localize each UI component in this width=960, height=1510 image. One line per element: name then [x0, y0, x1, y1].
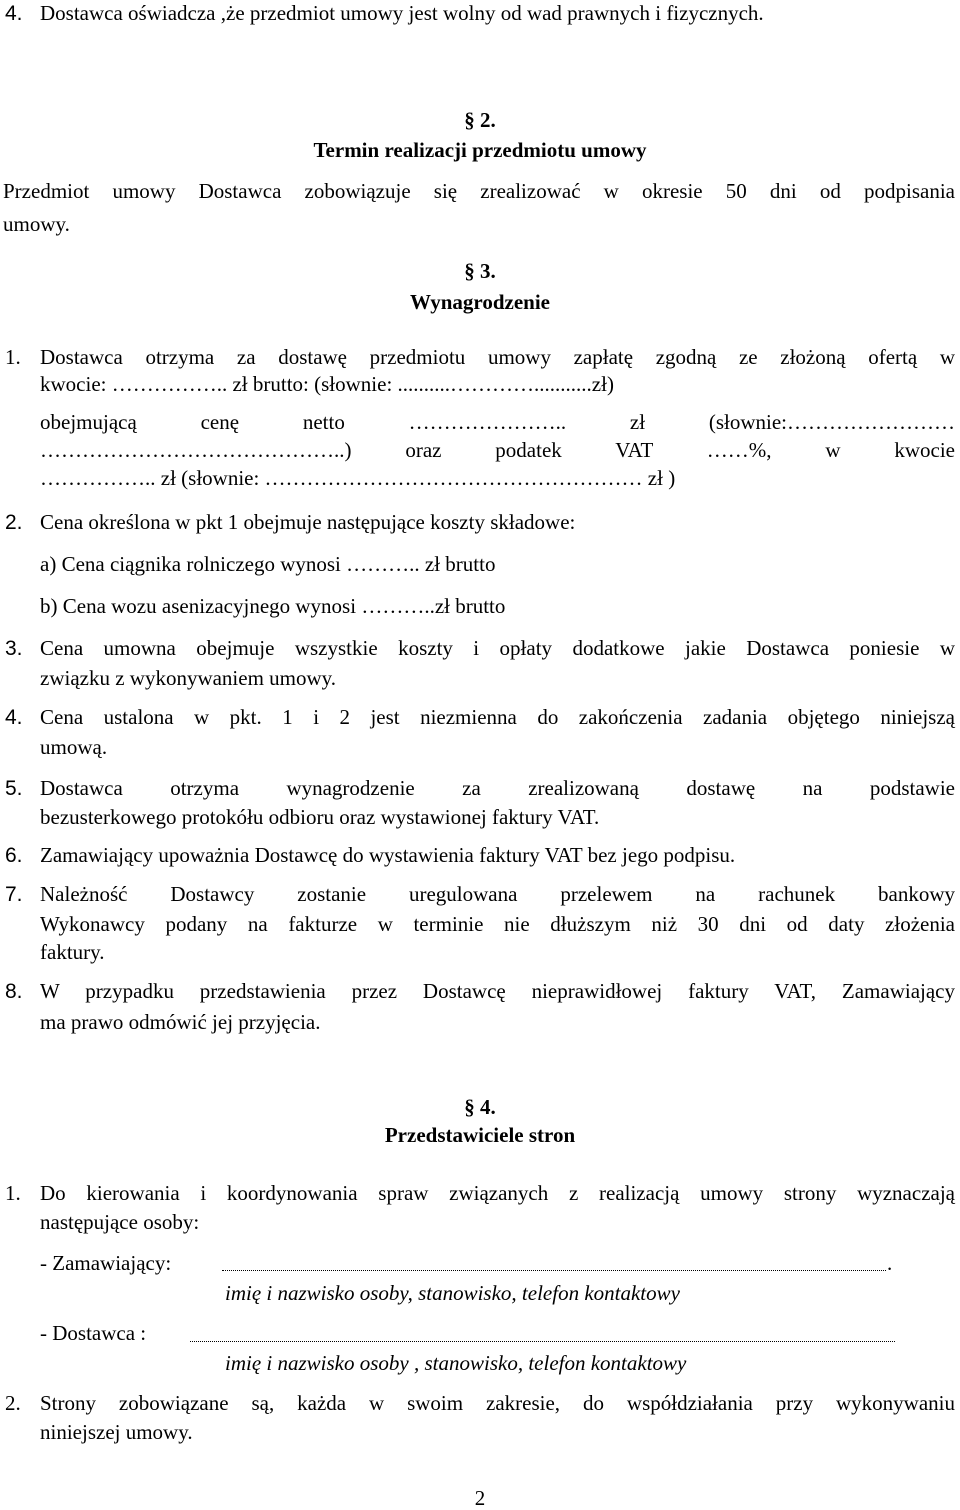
- item-5-line-2: bezusterkowego protokółu odbioru oraz wystawionej faktury VAT.: [40, 805, 600, 829]
- page-number: 2: [474, 1486, 486, 1510]
- dostawca-caption: imię i nazwisko osoby , stanowisko, telefon kontaktowy: [225, 1351, 687, 1375]
- section-2-title: Termin realizacji przedmiotu umowy: [313, 138, 647, 162]
- zamawiajacy-caption: imię i nazwisko osoby, stanowisko, telefon kontaktowy: [225, 1281, 680, 1305]
- item-number: 7.: [5, 883, 23, 906]
- item-6-text: Zamawiający upoważnia Dostawcę do wystawienia faktury VAT bez jego podpisu.: [40, 843, 736, 867]
- section-4-marker: § 4.: [464, 1095, 496, 1119]
- cost-tank-trailer: b) Cena wozu asenizacyjnego wynosi ………..zł brutto: [40, 594, 506, 618]
- item-8-line-2: ma prawo odmówić jej przyjęcia.: [40, 1010, 321, 1034]
- section-4-title: Przedstawiciele stron: [384, 1123, 576, 1147]
- payment-line-2: kwocie: …………….. zł brutto: (słownie: ..........…………...........zł): [40, 372, 614, 396]
- item-3-line-2: związku z wykonywaniem umowy.: [40, 666, 337, 690]
- cooperation-line-1: Strony zobowiązane są, każda w swoim zakresie, do współdziałania przy wykonywaniu: [40, 1391, 955, 1415]
- cooperation-line-2: niniejszej umowy.: [40, 1420, 193, 1444]
- representatives-line-1: Do kierowania i koordynowania spraw związanych z realizacją umowy strony wyznaczają: [40, 1181, 955, 1205]
- item-number: 2.: [5, 511, 23, 534]
- payment-line-5: …………….. zł (słownie: ……………………………………………… zł ): [40, 466, 676, 490]
- item-number: 5.: [5, 777, 23, 800]
- zamawiajacy-end-mark: .: [887, 1251, 893, 1275]
- item-number: 8.: [5, 980, 23, 1003]
- item-number: 1.: [5, 1181, 21, 1205]
- payment-line-1: Dostawca otrzyma za dostawę przedmiotu umowy zapłatę zgodną ze złożoną ofertą w: [40, 345, 955, 369]
- section-2-marker: § 2.: [464, 108, 496, 132]
- item-3-line-1: Cena umowna obejmuje wszystkie koszty i opłaty dodatkowe jakie Dostawca poniesie w: [40, 636, 955, 660]
- cost-components-intro: Cena określona w pkt 1 obejmuje następujące koszty składowe:: [40, 510, 576, 534]
- dostawca-label: - Dostawca :: [40, 1321, 147, 1345]
- section-2-line-2: umowy.: [3, 212, 70, 236]
- item-number: 4.: [5, 2, 23, 25]
- section-3-marker: § 3.: [464, 259, 496, 283]
- item-7-line-2: Wykonawcy podany na fakturze w terminie nie dłuższym niż 30 dni od daty złożenia: [40, 912, 955, 936]
- item-4-line-2: umową.: [40, 735, 108, 759]
- payment-line-3: obejmującą cenę netto ………………….. zł (słownie:……………………: [40, 410, 955, 434]
- section-2-line-1: Przedmiot umowy Dostawca zobowiązuje się zrealizować w okresie 50 dni od podpisania: [3, 179, 955, 203]
- item-number: 2.: [5, 1391, 21, 1415]
- item-number: 6.: [5, 844, 23, 867]
- section-3-title: Wynagrodzenie: [410, 290, 550, 314]
- item-number: 4.: [5, 706, 23, 729]
- item-7-line-1: Należność Dostawcy zostanie uregulowana przelewem na rachunek bankowy: [40, 882, 955, 906]
- representatives-line-2: następujące osoby:: [40, 1210, 200, 1234]
- zamawiajacy-fill-line: [222, 1270, 886, 1271]
- item-8-line-1: W przypadku przedstawienia przez Dostawcę nieprawidłowej faktury VAT, Zamawiający: [40, 979, 955, 1003]
- item-5-line-1: Dostawca otrzyma wynagrodzenie za zrealizowaną dostawę na podstawie: [40, 776, 955, 800]
- zamawiajacy-label: - Zamawiający:: [40, 1251, 172, 1275]
- item-number: 3.: [5, 637, 23, 660]
- item-7-line-3: faktury.: [40, 940, 105, 964]
- payment-line-4: ……………………………………..) oraz podatek VAT ……%, w kwocie: [40, 438, 955, 462]
- dostawca-fill-line: [190, 1341, 895, 1342]
- item-4-line-1: Cena ustalona w pkt. 1 i 2 jest niezmienna do zakończenia zadania objętego niniejszą: [40, 705, 955, 729]
- top-item-text: Dostawca oświadcza ,że przedmiot umowy jest wolny od wad prawnych i fizycznych.: [40, 1, 764, 25]
- cost-tractor: a) Cena ciągnika rolniczego wynosi ……….. zł brutto: [40, 552, 496, 576]
- item-number: 1.: [5, 345, 21, 369]
